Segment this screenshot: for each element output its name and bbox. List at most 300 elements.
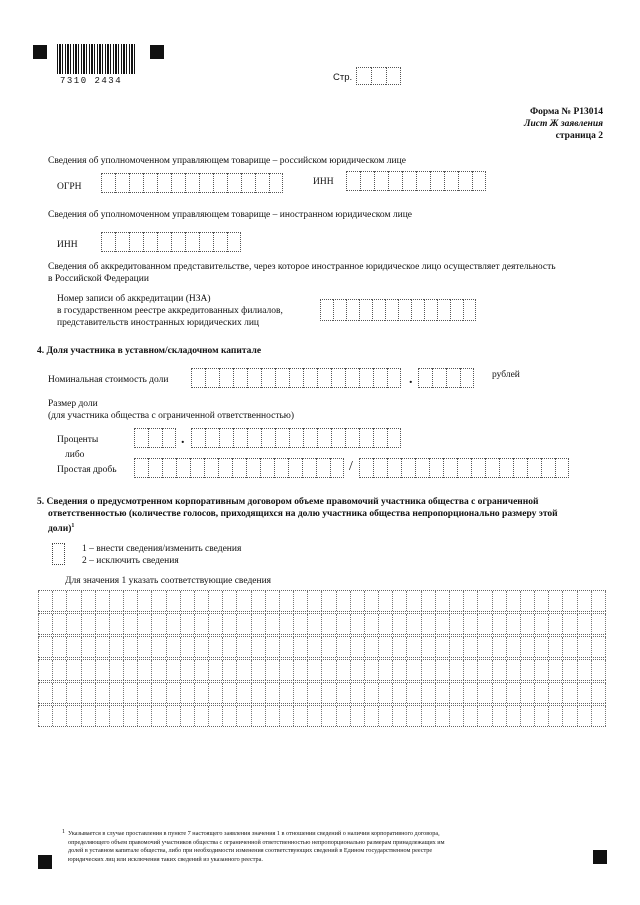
grid-cell[interactable] (463, 660, 477, 680)
grid-cell[interactable] (364, 614, 378, 634)
grid-cell[interactable] (378, 614, 392, 634)
grid-cell[interactable] (180, 706, 194, 726)
grid-cell[interactable] (95, 637, 109, 657)
footnote-text: определяющего объем правомочий участников общества с ограниченной ответственностью непропорционально размерам принадлежащих им (68, 838, 445, 846)
grid-cell[interactable] (208, 683, 222, 703)
grid-cell[interactable] (435, 683, 449, 703)
grid-cell[interactable] (406, 683, 420, 703)
grid-cell[interactable] (378, 706, 392, 726)
grid-cell[interactable] (336, 660, 350, 680)
grid-cell[interactable] (520, 706, 534, 726)
grid-cell[interactable] (52, 660, 66, 680)
grid-cell[interactable] (435, 706, 449, 726)
grid-cell[interactable] (548, 660, 562, 680)
decimal-point: . (181, 432, 185, 447)
grid-cell[interactable] (123, 706, 137, 726)
grid-cell[interactable] (251, 706, 265, 726)
grid-cell[interactable] (577, 614, 591, 634)
section-4-title: 4. Доля участника в уставном/складочном капитале (37, 346, 262, 356)
grid-cell[interactable] (293, 683, 307, 703)
grid-cell[interactable] (336, 683, 350, 703)
grid-cell[interactable] (236, 683, 250, 703)
grid-cell[interactable] (364, 637, 378, 657)
grid-cell[interactable] (506, 683, 520, 703)
grid-cell[interactable] (81, 614, 95, 634)
grid-cell[interactable] (350, 660, 364, 680)
grid-cell[interactable] (279, 683, 293, 703)
grid-cell[interactable] (406, 637, 420, 657)
nza-label: представительств иностранных юридических лиц (57, 318, 260, 328)
percent-label: Проценты (57, 435, 99, 445)
grid-cell[interactable] (222, 706, 236, 726)
percent-integer-field[interactable] (134, 428, 176, 448)
footnote-text: юридических лиц или исключения таких сведений из указанного реестра. (68, 855, 263, 863)
nza-label: в государственном реестре аккредитованных филиалов, (57, 306, 283, 316)
grid-cell[interactable] (492, 591, 506, 611)
grid-cell[interactable] (38, 683, 52, 703)
grid-row[interactable] (38, 590, 606, 612)
grid-cell[interactable] (477, 683, 491, 703)
barcode-number: 7310 2434 (60, 76, 123, 86)
grid-cell[interactable] (520, 660, 534, 680)
grid-cell[interactable] (392, 591, 406, 611)
grid-cell[interactable] (293, 591, 307, 611)
grid-cell[interactable] (406, 660, 420, 680)
grid-cell[interactable] (421, 637, 435, 657)
grid-cell[interactable] (236, 660, 250, 680)
value-1-note: Для значения 1 указать соответствующие сведения (65, 576, 272, 586)
grid-cell[interactable] (279, 614, 293, 634)
grid-cell[interactable] (506, 706, 520, 726)
grid-cell[interactable] (137, 660, 151, 680)
foreign-manager-heading: Сведения об уполномоченном управляющем товарище – иностранном юридическом лице (48, 210, 413, 220)
section-5-title-cont: ответственностью (количестве голосов, приходящихся на долю участника общества непропорционально размеру этой (48, 509, 558, 519)
option-checkbox[interactable] (52, 543, 65, 565)
grid-cell[interactable] (307, 660, 321, 680)
nominal-label: Номинальная стоимость доли (48, 375, 169, 385)
grid-cell[interactable] (463, 706, 477, 726)
grid-cell[interactable] (520, 637, 534, 657)
grid-cell[interactable] (506, 637, 520, 657)
grid-cell[interactable] (392, 637, 406, 657)
grid-cell[interactable] (279, 660, 293, 680)
grid-cell[interactable] (321, 706, 335, 726)
grid-cell[interactable] (251, 614, 265, 634)
grid-cell[interactable] (137, 591, 151, 611)
grid-cell[interactable] (208, 591, 222, 611)
grid-cell[interactable] (81, 706, 95, 726)
grid-cell[interactable] (222, 614, 236, 634)
accredited-office-heading: Сведения об аккредитованном представительстве, через которое иностранное юридическое лицо осуществляет деятельность (48, 262, 556, 272)
grid-cell[interactable] (534, 660, 548, 680)
grid-cell[interactable] (52, 637, 66, 657)
grid-row[interactable] (38, 636, 606, 658)
grid-cell[interactable] (449, 637, 463, 657)
grid-cell[interactable] (293, 614, 307, 634)
grid-cell[interactable] (392, 614, 406, 634)
grid-cell[interactable] (350, 637, 364, 657)
grid-cell[interactable] (392, 660, 406, 680)
grid-cell[interactable] (251, 660, 265, 680)
fraction-denominator-field[interactable] (359, 458, 569, 478)
page-label: Стр. (333, 72, 353, 83)
grid-cell[interactable] (279, 591, 293, 611)
grid-cell[interactable] (265, 637, 279, 657)
grid-cell[interactable] (95, 591, 109, 611)
grid-cell[interactable] (166, 706, 180, 726)
ogrn-label: ОГРН (57, 182, 82, 192)
registration-mark (593, 850, 607, 864)
grid-cell[interactable] (463, 614, 477, 634)
grid-cell[interactable] (421, 660, 435, 680)
grid-cell[interactable] (166, 637, 180, 657)
grid-cell[interactable] (95, 614, 109, 634)
grid-cell[interactable] (194, 660, 208, 680)
grid-cell[interactable] (548, 706, 562, 726)
grid-cell[interactable] (520, 614, 534, 634)
grid-cell[interactable] (321, 614, 335, 634)
foreign-inn-field[interactable] (101, 232, 241, 252)
grid-cell[interactable] (449, 614, 463, 634)
grid-cell[interactable] (350, 614, 364, 634)
grid-cell[interactable] (137, 706, 151, 726)
grid-cell[interactable] (449, 591, 463, 611)
grid-cell[interactable] (265, 683, 279, 703)
grid-cell[interactable] (52, 591, 66, 611)
grid-cell[interactable] (293, 660, 307, 680)
grid-cell[interactable] (166, 660, 180, 680)
grid-cell[interactable] (109, 660, 123, 680)
grid-cell[interactable] (463, 683, 477, 703)
grid-cell[interactable] (307, 706, 321, 726)
grid-cell[interactable] (378, 637, 392, 657)
grid-cell[interactable] (38, 637, 52, 657)
grid-cell[interactable] (109, 706, 123, 726)
footnote-mark: 1 (62, 829, 65, 835)
grid-cell[interactable] (350, 591, 364, 611)
grid-cell[interactable] (236, 637, 250, 657)
registration-mark (38, 855, 52, 869)
grid-cell[interactable] (421, 591, 435, 611)
grid-cell[interactable] (279, 637, 293, 657)
nominal-value-field[interactable] (191, 368, 401, 388)
grid-cell[interactable] (492, 637, 506, 657)
grid-cell[interactable] (123, 591, 137, 611)
grid-cell[interactable] (506, 591, 520, 611)
grid-cell[interactable] (251, 683, 265, 703)
grid-cell[interactable] (449, 706, 463, 726)
grid-cell[interactable] (477, 706, 491, 726)
grid-cell[interactable] (477, 591, 491, 611)
grid-cell[interactable] (137, 614, 151, 634)
grid-cell[interactable] (208, 614, 222, 634)
grid-cell[interactable] (151, 683, 165, 703)
percent-fraction-field[interactable] (191, 428, 401, 448)
grid-cell[interactable] (180, 614, 194, 634)
grid-cell[interactable] (520, 591, 534, 611)
grid-cell[interactable] (534, 591, 548, 611)
grid-cell[interactable] (151, 614, 165, 634)
grid-cell[interactable] (562, 683, 576, 703)
grid-cell[interactable] (307, 591, 321, 611)
grid-cell[interactable] (66, 660, 80, 680)
grid-row[interactable] (38, 659, 606, 681)
grid-cell[interactable] (151, 637, 165, 657)
grid-cell[interactable] (378, 591, 392, 611)
grid-cell[interactable] (151, 706, 165, 726)
grid-cell[interactable] (392, 683, 406, 703)
grid-cell[interactable] (562, 637, 576, 657)
grid-cell[interactable] (151, 591, 165, 611)
grid-cell[interactable] (591, 591, 606, 611)
grid-cell[interactable] (109, 683, 123, 703)
grid-cell[interactable] (321, 637, 335, 657)
grid-cell[interactable] (194, 706, 208, 726)
grid-cell[interactable] (336, 637, 350, 657)
grid-cell[interactable] (492, 614, 506, 634)
grid-cell[interactable] (180, 683, 194, 703)
grid-cell[interactable] (52, 706, 66, 726)
grid-cell[interactable] (208, 706, 222, 726)
grid-cell[interactable] (534, 614, 548, 634)
grid-cell[interactable] (591, 614, 606, 634)
grid-cell[interactable] (336, 614, 350, 634)
grid-cell[interactable] (364, 683, 378, 703)
footnote-mark: 1 (71, 523, 75, 529)
grid-cell[interactable] (364, 591, 378, 611)
grid-cell[interactable] (562, 660, 576, 680)
inn-field[interactable] (346, 171, 486, 191)
grid-cell[interactable] (81, 683, 95, 703)
grid-cell[interactable] (109, 591, 123, 611)
grid-cell[interactable] (123, 637, 137, 657)
grid-cell[interactable] (449, 683, 463, 703)
grid-cell[interactable] (66, 706, 80, 726)
grid-cell[interactable] (123, 614, 137, 634)
grid-cell[interactable] (392, 706, 406, 726)
grid-cell[interactable] (166, 683, 180, 703)
grid-cell[interactable] (378, 683, 392, 703)
grid-cell[interactable] (52, 614, 66, 634)
grid-cell[interactable] (251, 591, 265, 611)
grid-cell[interactable] (81, 591, 95, 611)
grid-cell[interactable] (562, 614, 576, 634)
page-number-field[interactable] (356, 67, 401, 85)
grid-cell[interactable] (421, 706, 435, 726)
grid-cell[interactable] (151, 660, 165, 680)
nza-label: Номер записи об аккредитации (НЗА) (57, 294, 211, 304)
grid-cell[interactable] (251, 637, 265, 657)
grid-cell[interactable] (477, 660, 491, 680)
fraction-label: Простая дробь (57, 465, 117, 475)
grid-cell[interactable] (492, 683, 506, 703)
grid-cell[interactable] (591, 706, 606, 726)
grid-cell[interactable] (180, 637, 194, 657)
share-size-note: (для участника общества с ограниченной ответственностью) (48, 411, 295, 421)
grid-cell[interactable] (52, 683, 66, 703)
grid-row[interactable] (38, 613, 606, 635)
registration-mark (33, 45, 47, 59)
grid-cell[interactable] (180, 591, 194, 611)
grid-cell[interactable] (66, 683, 80, 703)
kopecks-field[interactable] (418, 368, 474, 388)
grid-cell[interactable] (506, 614, 520, 634)
inn-label: ИНН (57, 240, 78, 250)
grid-cell[interactable] (435, 614, 449, 634)
section-5-title-tail: доли) (48, 524, 72, 535)
grid-cell[interactable] (577, 706, 591, 726)
grid-row[interactable] (38, 682, 606, 704)
grid-cell[interactable] (577, 683, 591, 703)
grid-cell[interactable] (506, 660, 520, 680)
grid-cell[interactable] (66, 614, 80, 634)
grid-cell[interactable] (548, 683, 562, 703)
grid-cell[interactable] (336, 591, 350, 611)
grid-cell[interactable] (38, 591, 52, 611)
grid-cell[interactable] (307, 637, 321, 657)
grid-cell[interactable] (38, 614, 52, 634)
grid-cell[interactable] (208, 637, 222, 657)
grid-cell[interactable] (265, 591, 279, 611)
grid-cell[interactable] (449, 660, 463, 680)
grid-cell[interactable] (279, 706, 293, 726)
grid-cell[interactable] (562, 706, 576, 726)
grid-cell[interactable] (307, 614, 321, 634)
grid-cell[interactable] (38, 660, 52, 680)
grid-cell[interactable] (109, 637, 123, 657)
grid-cell[interactable] (137, 683, 151, 703)
grid-cell[interactable] (534, 706, 548, 726)
grid-cell[interactable] (548, 614, 562, 634)
grid-cell[interactable] (222, 637, 236, 657)
fraction-slash: / (349, 459, 353, 474)
grid-cell[interactable] (477, 614, 491, 634)
grid-cell[interactable] (336, 706, 350, 726)
grid-cell[interactable] (222, 683, 236, 703)
grid-cell[interactable] (95, 683, 109, 703)
grid-cell[interactable] (123, 660, 137, 680)
grid-cell[interactable] (534, 637, 548, 657)
option-1-label: 1 – внести сведения/изменить сведения (82, 544, 242, 554)
grid-cell[interactable] (350, 683, 364, 703)
section-5-title-end (48, 520, 74, 535)
grid-cell[interactable] (421, 614, 435, 634)
fraction-numerator-field[interactable] (134, 458, 344, 478)
grid-cell[interactable] (194, 614, 208, 634)
grid-cell[interactable] (194, 591, 208, 611)
grid-cell[interactable] (477, 637, 491, 657)
grid-cell[interactable] (421, 683, 435, 703)
grid-cell[interactable] (307, 683, 321, 703)
sheet-title: Лист Ж заявления (523, 119, 603, 129)
grid-cell[interactable] (463, 637, 477, 657)
share-size-label: Размер доли (48, 399, 98, 409)
grid-cell[interactable] (378, 660, 392, 680)
grid-cell[interactable] (137, 637, 151, 657)
grid-cell[interactable] (591, 683, 606, 703)
grid-cell[interactable] (123, 683, 137, 703)
ogrn-field[interactable] (101, 173, 283, 193)
inn-label: ИНН (313, 177, 334, 187)
barcode (57, 44, 137, 74)
grid-cell[interactable] (236, 591, 250, 611)
grid-cell[interactable] (406, 706, 420, 726)
grid-cell[interactable] (406, 614, 420, 634)
grid-cell[interactable] (236, 614, 250, 634)
grid-cell[interactable] (577, 660, 591, 680)
grid-cell[interactable] (364, 660, 378, 680)
grid-cell[interactable] (321, 660, 335, 680)
nza-field[interactable] (320, 299, 476, 321)
grid-cell[interactable] (208, 660, 222, 680)
grid-cell[interactable] (66, 637, 80, 657)
grid-cell[interactable] (562, 591, 576, 611)
grid-cell[interactable] (293, 637, 307, 657)
grid-cell[interactable] (38, 706, 52, 726)
grid-cell[interactable] (95, 706, 109, 726)
grid-cell[interactable] (406, 591, 420, 611)
grid-cell[interactable] (81, 660, 95, 680)
grid-cell[interactable] (109, 614, 123, 634)
grid-cell[interactable] (435, 660, 449, 680)
grid-cell[interactable] (492, 706, 506, 726)
grid-cell[interactable] (236, 706, 250, 726)
grid-cell[interactable] (222, 591, 236, 611)
decimal-point: . (409, 372, 413, 387)
grid-cell[interactable] (194, 683, 208, 703)
russian-manager-heading: Сведения об уполномоченном управляющем товарище – российском юридическом лице (48, 156, 406, 166)
grid-cell[interactable] (194, 637, 208, 657)
page-title: страница 2 (555, 131, 603, 141)
accredited-office-heading-cont: в Российской Федерации (48, 274, 149, 284)
option-2-label: 2 – исключить сведения (82, 556, 179, 566)
grid-cell[interactable] (321, 683, 335, 703)
grid-cell[interactable] (265, 660, 279, 680)
grid-cell[interactable] (548, 591, 562, 611)
grid-cell[interactable] (591, 660, 606, 680)
grid-row[interactable] (38, 705, 606, 727)
rubles-label: рублей (492, 370, 520, 380)
footnote-text: Указывается в случае проставления в пункте 7 настоящего заявления значения 1 в отношении сведений о наличии корпоративного договора, (68, 830, 440, 837)
grid-cell[interactable] (166, 591, 180, 611)
grid-cell[interactable] (435, 637, 449, 657)
grid-cell[interactable] (577, 591, 591, 611)
grid-cell[interactable] (95, 660, 109, 680)
grid-cell[interactable] (81, 637, 95, 657)
grid-cell[interactable] (321, 591, 335, 611)
form-number: Форма № Р13014 (529, 107, 603, 117)
grid-cell[interactable] (534, 683, 548, 703)
grid-cell[interactable] (548, 637, 562, 657)
registration-mark (150, 45, 164, 59)
grid-cell[interactable] (66, 591, 80, 611)
grid-cell[interactable] (265, 706, 279, 726)
grid-cell[interactable] (435, 591, 449, 611)
grid-cell[interactable] (166, 614, 180, 634)
grid-cell[interactable] (222, 660, 236, 680)
grid-cell[interactable] (520, 683, 534, 703)
grid-cell[interactable] (591, 637, 606, 657)
footnote-text: долей в уставном капитале общества, либо при необходимости изменения соответствующих сведений в Едином государственном реестре (68, 847, 433, 854)
grid-cell[interactable] (265, 614, 279, 634)
grid-cell[interactable] (350, 706, 364, 726)
grid-cell[interactable] (293, 706, 307, 726)
grid-cell[interactable] (180, 660, 194, 680)
grid-cell[interactable] (492, 660, 506, 680)
grid-cell[interactable] (463, 591, 477, 611)
grid-cell[interactable] (577, 637, 591, 657)
grid-cell[interactable] (364, 706, 378, 726)
